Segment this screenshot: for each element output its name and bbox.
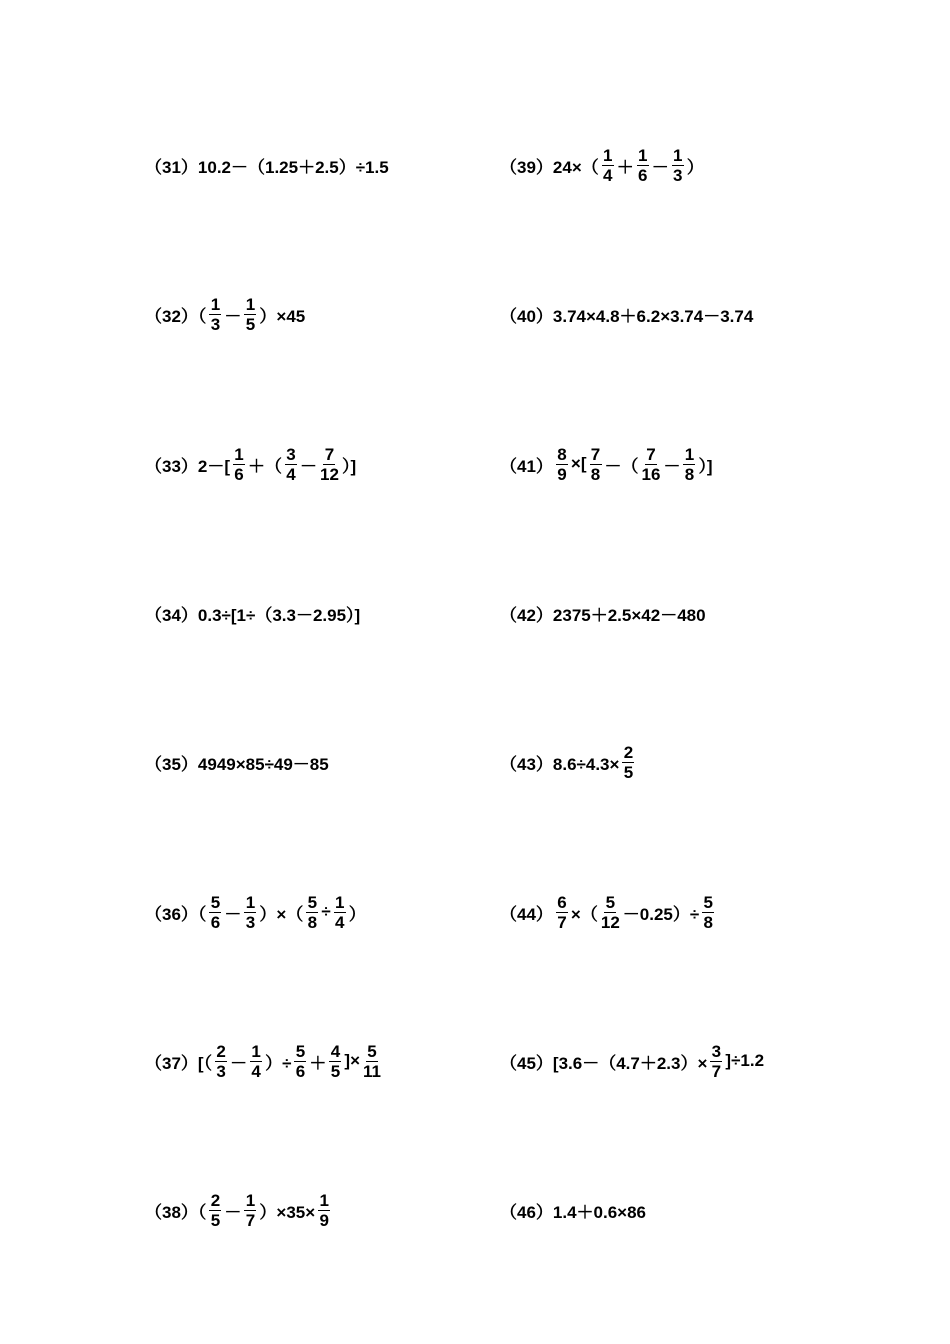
problem-p38: [145, 1188, 333, 1232]
fraction-numerator: 1: [334, 892, 345, 912]
expression-text: －: [224, 904, 242, 924]
expression-text: －（: [604, 456, 639, 476]
fraction-numerator: 1: [673, 145, 683, 165]
expression-text: ）: [348, 904, 366, 924]
expression-text: ）÷: [265, 1053, 292, 1073]
fraction-denominator: 7: [711, 1061, 722, 1081]
fraction-numerator: 1: [245, 294, 256, 314]
expression-text: ×[: [570, 454, 587, 473]
fraction: [294, 1043, 306, 1080]
fraction-denominator: 9: [557, 464, 567, 484]
fraction: [334, 894, 346, 931]
fraction: [702, 894, 714, 931]
problem-p41: [500, 442, 713, 486]
fraction-numerator: 7: [590, 444, 601, 464]
fraction-denominator: 12: [600, 912, 620, 932]
problem-p44: [500, 890, 717, 934]
fraction-denominator: 8: [703, 912, 713, 932]
fraction-denominator: 5: [245, 314, 256, 334]
fraction-denominator: 4: [334, 912, 345, 932]
fraction-denominator: 11: [363, 1061, 381, 1081]
expression-text: （38）（: [145, 1202, 207, 1222]
expression-text: －: [230, 1053, 248, 1073]
fraction-numerator: 1: [684, 444, 695, 464]
fraction-denominator: 8: [590, 464, 601, 484]
fraction: [244, 894, 256, 931]
fraction-numerator: 5: [295, 1041, 306, 1061]
fraction-denominator: 12: [320, 464, 339, 484]
fraction: [683, 446, 695, 483]
fraction: [672, 147, 684, 184]
expression-text: （35）4949×85÷49－85: [145, 754, 329, 774]
fraction-numerator: 4: [330, 1041, 341, 1061]
fraction-numerator: 1: [638, 145, 648, 165]
expression-text: （39）24×（: [500, 157, 599, 177]
fraction-numerator: 1: [603, 145, 613, 165]
fraction: [363, 1043, 381, 1080]
expression-text: ）×35×: [259, 1202, 316, 1222]
problem-p32: [145, 292, 305, 336]
problem-p45: [500, 1039, 764, 1083]
fraction-denominator: 3: [673, 165, 683, 185]
fraction-denominator: 8: [307, 912, 318, 932]
fraction-numerator: 5: [210, 892, 221, 912]
expression-text: （42）2375＋2.5×42－480: [500, 605, 706, 625]
fraction-numerator: 3: [711, 1041, 722, 1061]
fraction: [556, 446, 568, 483]
problem-p36: [145, 890, 366, 934]
fraction-denominator: 4: [251, 1061, 261, 1081]
problem-p34: [145, 591, 360, 635]
expression-text: （34）0.3÷[1÷（3.3－2.95）]: [145, 605, 361, 625]
expression-text: －0.25）÷: [622, 904, 700, 924]
expression-text: ）×45: [259, 306, 306, 326]
problem-p39: [500, 143, 704, 187]
fraction-numerator: 7: [324, 444, 335, 464]
expression-text: （41）: [500, 456, 553, 476]
fraction: [320, 446, 339, 483]
problem-p33: [145, 442, 356, 486]
expression-text: ]×: [344, 1051, 361, 1070]
fraction-denominator: 5: [210, 1210, 221, 1230]
fraction: [318, 1192, 330, 1229]
fraction-denominator: 8: [684, 464, 695, 484]
fraction-numerator: 6: [557, 892, 567, 912]
problem-p43: [500, 740, 637, 784]
fraction: [244, 296, 256, 333]
fraction: [329, 1043, 341, 1080]
fraction: [209, 894, 221, 931]
fraction-numerator: 8: [557, 444, 567, 464]
fraction-numerator: 2: [623, 742, 634, 762]
expression-text: （40）3.74×4.8＋6.2×3.74－3.74: [500, 306, 754, 326]
fraction-denominator: 16: [641, 464, 661, 484]
fraction: [209, 1192, 221, 1229]
expression-text: （37）[（: [145, 1053, 213, 1073]
fraction-numerator: 2: [210, 1190, 221, 1210]
expression-text: －: [224, 306, 242, 326]
fraction: [306, 894, 318, 931]
fraction: [710, 1043, 722, 1080]
expression-text: （44）: [500, 904, 553, 924]
fraction: [233, 446, 245, 483]
fraction-denominator: 6: [234, 464, 244, 484]
expression-text: －: [300, 456, 318, 476]
fraction-numerator: 7: [646, 444, 656, 464]
fraction-denominator: 3: [245, 912, 256, 932]
fraction-numerator: 5: [307, 892, 318, 912]
expression-text: ]÷1.2: [725, 1051, 765, 1070]
fraction: [590, 446, 602, 483]
problem-p31: [145, 143, 389, 187]
fraction-denominator: 3: [216, 1061, 226, 1081]
problem-p37: [145, 1039, 384, 1083]
fraction-numerator: 1: [319, 1190, 329, 1210]
expression-text: （45）[3.6－（4.7＋2.3）×: [500, 1053, 708, 1073]
fraction-denominator: 6: [210, 912, 221, 932]
expression-text: ＋（: [248, 456, 283, 476]
expression-text: －: [651, 157, 669, 177]
fraction-denominator: 5: [330, 1061, 341, 1081]
problem-p42: [500, 591, 706, 635]
expression-text: （31）10.2－（1.25＋2.5）÷1.5: [145, 157, 389, 177]
expression-text: （46）1.4＋0.6×86: [500, 1202, 647, 1222]
fraction-numerator: 1: [234, 444, 244, 464]
fraction-numerator: 2: [216, 1041, 226, 1061]
fraction-denominator: 3: [210, 314, 221, 334]
expression-text: （43）8.6÷4.3×: [500, 754, 620, 774]
fraction-denominator: 9: [319, 1210, 329, 1230]
fraction-numerator: 1: [245, 892, 256, 912]
expression-text: －: [663, 456, 681, 476]
fraction-numerator: 1: [210, 294, 221, 314]
fraction-denominator: 4: [603, 165, 613, 185]
fraction: [209, 296, 221, 333]
expression-text: ）: [686, 157, 704, 177]
fraction-numerator: 5: [367, 1041, 377, 1061]
fraction: [244, 1192, 256, 1229]
expression-text: －: [224, 1202, 242, 1222]
fraction: [215, 1043, 227, 1080]
fraction-denominator: 6: [295, 1061, 306, 1081]
problem-p35: [145, 740, 329, 784]
fraction: [602, 147, 614, 184]
fraction-denominator: 5: [623, 762, 634, 782]
fraction-denominator: 7: [245, 1210, 256, 1230]
fraction: [285, 446, 297, 483]
expression-text: ＋: [309, 1053, 327, 1073]
fraction-numerator: 1: [251, 1041, 261, 1061]
expression-text: （36）（: [145, 904, 207, 924]
fraction-denominator: 6: [638, 165, 648, 185]
expression-text: ）×（: [259, 904, 304, 924]
expression-text: （32）（: [145, 306, 207, 326]
expression-text: ）]: [698, 456, 713, 476]
fraction: [642, 446, 661, 483]
fraction-numerator: 5: [703, 892, 713, 912]
fraction: [622, 744, 634, 781]
fraction-numerator: 3: [286, 444, 296, 464]
fraction: [556, 894, 568, 931]
expression-text: ）]: [341, 456, 357, 476]
expression-text: ＋: [616, 157, 634, 177]
fraction-numerator: 5: [605, 892, 616, 912]
expression-text: （33）2－[: [145, 456, 231, 476]
problem-p40: [500, 292, 753, 336]
fraction: [637, 147, 649, 184]
fraction: [601, 894, 620, 931]
fraction: [250, 1043, 262, 1080]
expression-text: ÷: [321, 902, 331, 921]
problem-p46: [500, 1188, 646, 1232]
fraction-denominator: 4: [286, 464, 296, 484]
fraction-numerator: 1: [245, 1190, 256, 1210]
fraction-denominator: 7: [557, 912, 567, 932]
expression-text: ×（: [570, 904, 598, 924]
